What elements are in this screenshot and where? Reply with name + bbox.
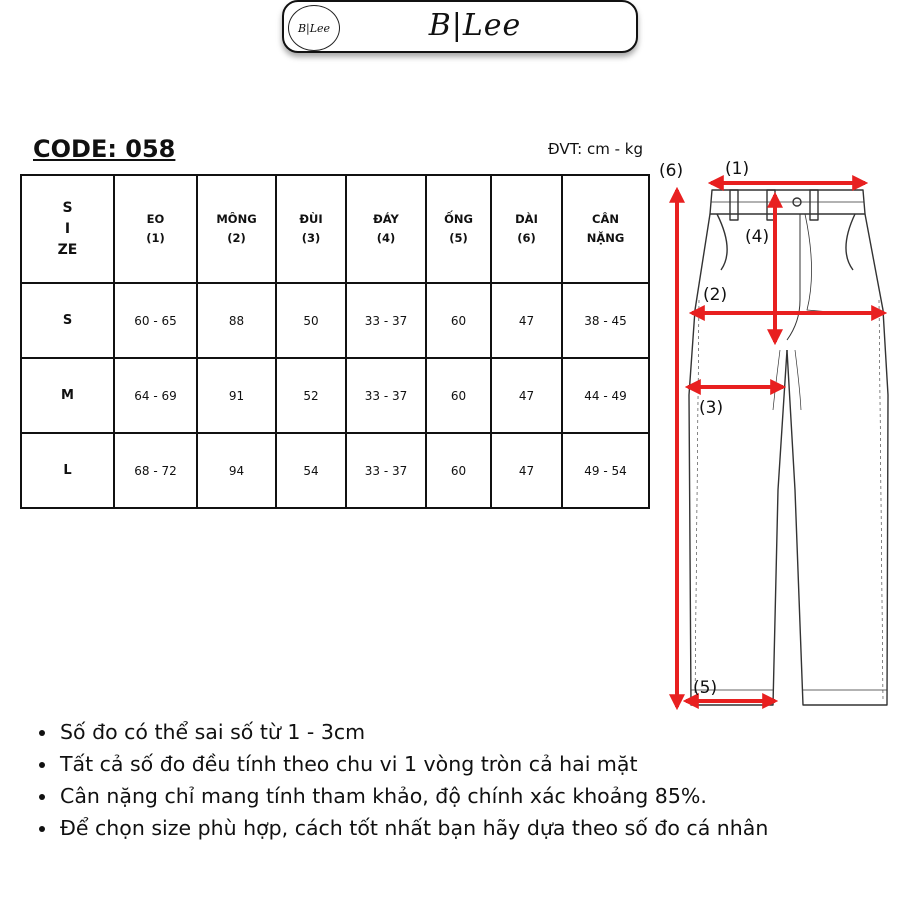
brand-header bbox=[282, 0, 638, 53]
table-cell: L bbox=[21, 433, 114, 508]
table-cell: 52 bbox=[276, 358, 346, 433]
label-waist: (1) bbox=[725, 159, 750, 179]
table-header-row bbox=[21, 175, 649, 283]
brand-logo-text: B|Lee bbox=[428, 8, 522, 43]
header-thigh: ĐÙI (3) bbox=[276, 175, 346, 283]
table-cell: 44 - 49 bbox=[562, 358, 649, 433]
table-cell: 68 - 72 bbox=[114, 433, 197, 508]
pants-measurement-diagram bbox=[655, 150, 900, 720]
list-item: • Tất cả số đo đều tính theo chu vi 1 vòng tròn cả hai mặt bbox=[58, 748, 898, 780]
table-cell: 38 - 45 bbox=[562, 283, 649, 358]
list-item: • Cân nặng chỉ mang tính tham khảo, độ chính xác khoảng 85%. bbox=[58, 780, 898, 812]
table-cell: 47 bbox=[491, 433, 562, 508]
brand-badge-logo: B|Lee bbox=[288, 5, 340, 51]
table-cell: 33 - 37 bbox=[346, 358, 426, 433]
table-cell: S bbox=[21, 283, 114, 358]
unit-label: ĐVT: cm - kg bbox=[548, 140, 643, 158]
table-cell: 60 - 65 bbox=[114, 283, 197, 358]
size-chart-table bbox=[20, 174, 650, 509]
pants-outline bbox=[689, 190, 888, 705]
header-length: DÀI (6) bbox=[491, 175, 562, 283]
table-cell: 94 bbox=[197, 433, 276, 508]
notes-list bbox=[36, 716, 898, 844]
label-rise: (4) bbox=[745, 227, 770, 247]
table-cell: 50 bbox=[276, 283, 346, 358]
header-hem: ỐNG (5) bbox=[426, 175, 491, 283]
table-cell: 60 bbox=[426, 433, 491, 508]
table-cell: 33 - 37 bbox=[346, 283, 426, 358]
table-cell: 64 - 69 bbox=[114, 358, 197, 433]
label-hip: (2) bbox=[703, 285, 728, 305]
table-cell: 60 bbox=[426, 358, 491, 433]
table-cell: 47 bbox=[491, 283, 562, 358]
table-row bbox=[21, 283, 649, 358]
table-cell: 54 bbox=[276, 433, 346, 508]
table-cell: 33 - 37 bbox=[346, 433, 426, 508]
header-weight: CÂN NẶNG bbox=[562, 175, 649, 283]
list-item: • Để chọn size phù hợp, cách tốt nhất bạn hãy dựa theo số đo cá nhân bbox=[58, 812, 898, 844]
table-cell: M bbox=[21, 358, 114, 433]
header-hip: MÔNG (2) bbox=[197, 175, 276, 283]
table-row bbox=[21, 358, 649, 433]
table-cell: 91 bbox=[197, 358, 276, 433]
product-code: CODE: 058 bbox=[33, 135, 176, 163]
table-row bbox=[21, 433, 649, 508]
header-waist: EO (1) bbox=[114, 175, 197, 283]
table-cell: 49 - 54 bbox=[562, 433, 649, 508]
label-thigh: (3) bbox=[699, 398, 724, 418]
label-length: (6) bbox=[659, 161, 684, 181]
header-size: S I ZE bbox=[21, 175, 114, 283]
table-cell: 88 bbox=[197, 283, 276, 358]
table-cell: 60 bbox=[426, 283, 491, 358]
table-cell: 47 bbox=[491, 358, 562, 433]
label-hem: (5) bbox=[693, 678, 718, 698]
header-rise: ĐÁY (4) bbox=[346, 175, 426, 283]
list-item: • Số đo có thể sai số từ 1 - 3cm bbox=[58, 716, 898, 748]
